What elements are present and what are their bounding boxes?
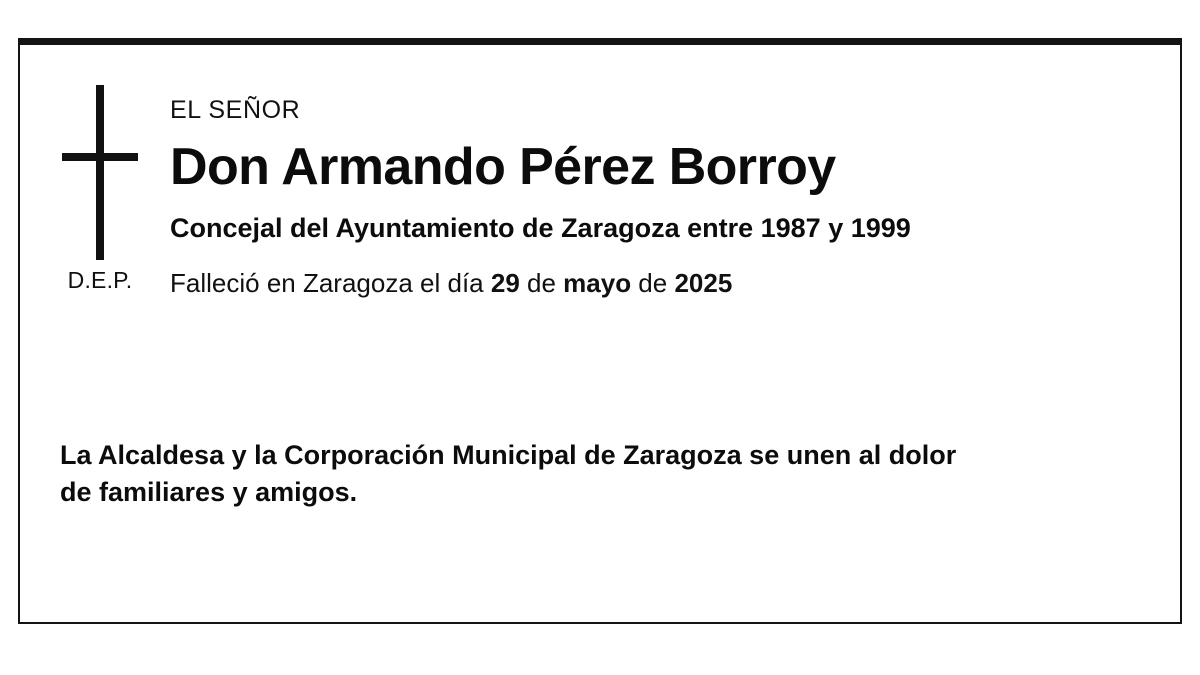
death-month: mayo (563, 267, 632, 298)
death-year: 2025 (674, 267, 733, 298)
death-of-1: de (519, 267, 564, 298)
rip-abbreviation: D.E.P. (67, 267, 133, 293)
deceased-role: Concejal del Ayuntamiento de Zaragoza entre 1987 y 1999 (170, 212, 911, 243)
cross-block (44, 75, 156, 292)
notice-inner (20, 45, 1180, 622)
cross-vertical-bar (96, 85, 104, 260)
death-date-line (170, 268, 1140, 299)
death-day: 29 (490, 267, 520, 298)
death-of-2: de (631, 267, 675, 298)
deceased-name: Don Armando Pérez Borroy (170, 137, 836, 196)
cross-horizontal-bar (62, 153, 138, 161)
condolence-message: La Alcaldesa y la Corporación Municipal de Zaragoza se unen al dolor de familiares y amigos. (60, 440, 957, 508)
cross-icon (44, 75, 156, 265)
death-prefix: Falleció en Zaragoza el día (170, 267, 491, 298)
kicker-label: EL SEÑOR (170, 96, 301, 124)
obituary-notice-card (18, 38, 1182, 624)
notice-text-column (170, 97, 1140, 299)
